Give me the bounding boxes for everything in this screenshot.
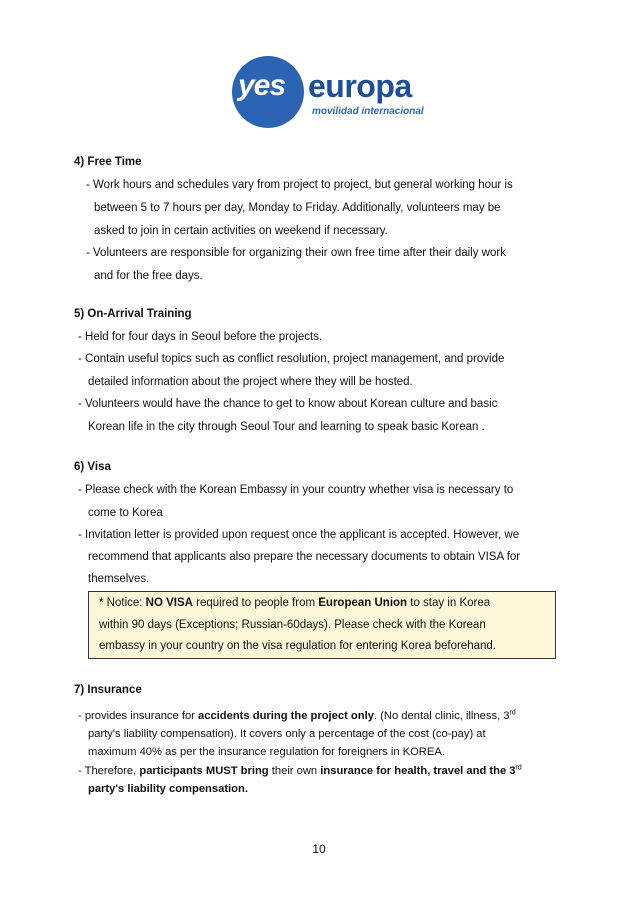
superscript: rd [515, 764, 522, 772]
notice-line: within 90 days (Exceptions; Russian-60days). Please check with the Korean [99, 619, 486, 631]
free-time-line: and for the free days. [94, 270, 203, 282]
notice-no-visa: NO VISA [145, 597, 193, 609]
superscript: rd [509, 709, 516, 717]
insurance-text: - provides insurance for [78, 710, 199, 722]
visa-notice-box [88, 591, 556, 659]
training-line: detailed information about the project where they will be hosted. [88, 376, 413, 388]
visa-heading: 6) Visa [74, 461, 111, 473]
insurance-emphasis: insurance for health, travel and the 3 [320, 765, 516, 777]
training-line: - Contain useful topics such as conflict resolution, project management, and provide [78, 353, 505, 365]
insurance-line: maximum 40% as per the insurance regulation for foreigners in KOREA. [88, 746, 445, 758]
yes-europa-logo [232, 52, 432, 132]
visa-line: come to Korea [88, 507, 163, 519]
insurance-emphasis: accidents during the project only [198, 710, 374, 722]
training-line: - Volunteers would have the chance to get to know about Korean culture and basic [78, 398, 498, 410]
free-time-line: - Volunteers are responsible for organizing their own free time after their daily work [86, 247, 506, 259]
insurance-line [78, 764, 522, 779]
training-line: - Held for four days in Seoul before the projects. [78, 331, 323, 343]
logo-europa-text: europa [308, 68, 412, 104]
notice-line: embassy in your country on the visa regulation for entering Korea beforehand. [99, 640, 496, 652]
notice-line [99, 596, 490, 611]
training-heading: 5) On-Arrival Training [74, 308, 192, 320]
notice-text: * Notice: [99, 597, 146, 609]
insurance-line [78, 709, 516, 724]
training-line: Korean life in the city through Seoul Tour and learning to speak basic Korean . [88, 421, 485, 433]
insurance-line: party's liability compensation). It covers only a percentage of the cost (co-pay) at [88, 728, 486, 740]
free-time-line: between 5 to 7 hours per day, Monday to Friday. Additionally, volunteers may be [94, 202, 501, 214]
insurance-text: their own [268, 765, 321, 777]
notice-text: required to people from [192, 597, 319, 609]
notice-european-union: European Union [318, 597, 408, 609]
logo-yes-text: yes [238, 69, 286, 102]
visa-line: - Invitation letter is provided upon request once the applicant is accepted. However, we [78, 529, 520, 541]
insurance-emphasis: participants MUST bring [139, 765, 269, 777]
insurance-line: party's liability compensation. [88, 783, 248, 795]
visa-line: recommend that applicants also prepare the necessary documents to obtain VISA for [88, 551, 521, 563]
insurance-text: - Therefore, [78, 765, 140, 777]
free-time-heading: 4) Free Time [74, 156, 142, 168]
page-number: 10 [312, 842, 326, 856]
insurance-heading: 7) Insurance [74, 684, 142, 696]
visa-line: themselves. [88, 573, 150, 585]
free-time-line: - Work hours and schedules vary from project to project, but general working hour is [86, 179, 513, 191]
insurance-text: . (No dental clinic, illness, 3 [373, 710, 510, 722]
logo-subtitle: movilidad internacional [312, 106, 424, 117]
free-time-line: asked to join in certain activities on weekend if necessary. [94, 225, 388, 237]
visa-line: - Please check with the Korean Embassy in your country whether visa is necessary to [78, 484, 514, 496]
notice-text: to stay in Korea [407, 597, 491, 609]
